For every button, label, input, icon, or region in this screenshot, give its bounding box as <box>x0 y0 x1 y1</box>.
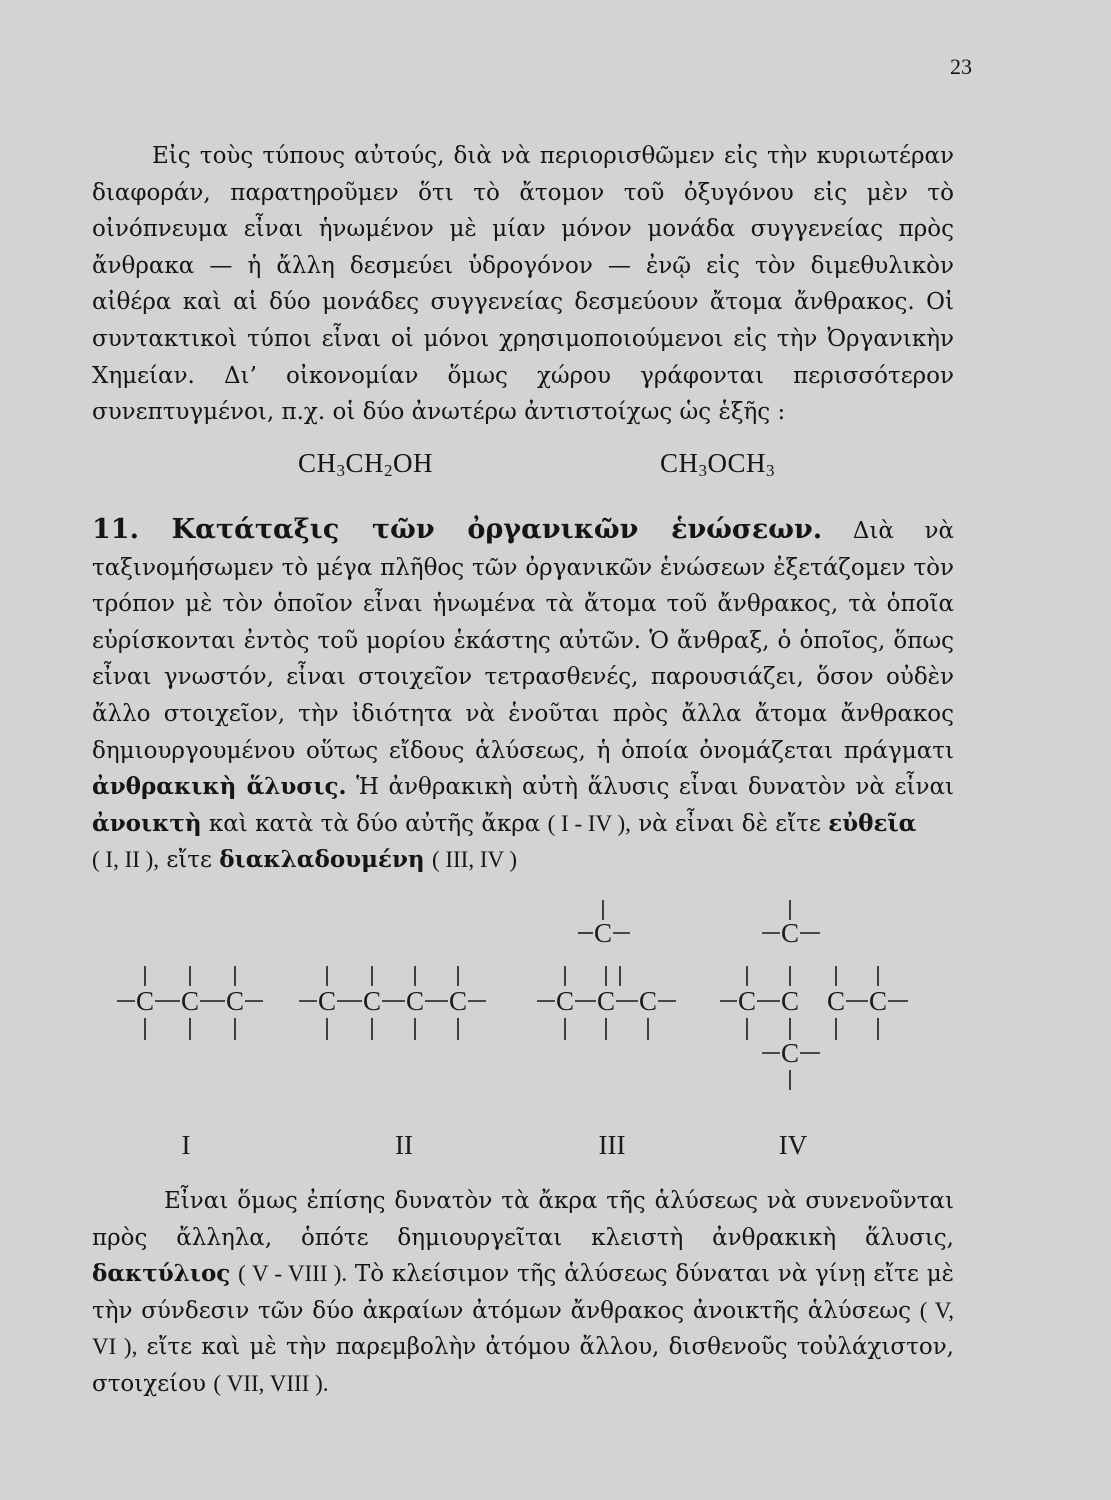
formula-part: OH <box>393 448 434 478</box>
roman-reference: ( I, II ), <box>92 847 160 873</box>
paragraph-text: Τὸ κλείσιμον τῆς ἁλύσεως δύναται νὰ γίνῃ εἴτε μὲ τὴν σύνδεσιν τῶν δύο ἀκραίων ἀτόμων ἄνθρακος ἀνοικτῆς ἁλύσεως <box>92 1261 955 1324</box>
structure-ii-straight-chain <box>299 966 486 1040</box>
carbon-atom: C <box>593 918 613 948</box>
carbon-atom: C <box>225 986 245 1016</box>
formula-ethanol <box>298 448 433 479</box>
carbon-atom: C <box>780 918 800 948</box>
carbon-atom: C <box>780 1038 800 1068</box>
formula-part: CH <box>298 448 337 478</box>
carbon-atom: C <box>180 986 200 1016</box>
formula-part: CH <box>345 448 385 478</box>
structure-iv-branched-chain <box>720 900 908 1090</box>
structure-label: III <box>598 1130 626 1160</box>
term-ring: δακτύλιος <box>92 1260 231 1288</box>
formula-subscript: 3 <box>698 461 708 480</box>
carbon-atom: C <box>317 986 337 1016</box>
structure-label: I <box>181 1130 191 1160</box>
section-text: Ἡ ἀνθρακικὴ αὐτὴ ἅλυσις εἶναι δυνατὸν νὰ εἶναι <box>346 774 954 801</box>
term-branched: διακλαδουμένη <box>219 846 425 874</box>
section-text: νὰ εἶναι δὲ εἴτε <box>630 810 829 837</box>
formula-dimethyl-ether <box>660 448 775 479</box>
structure-iii-branched-chain <box>537 900 676 1040</box>
section-text: εἴτε <box>159 847 220 874</box>
carbon-atom: C <box>555 986 575 1016</box>
paragraph-text: εἴτε καὶ μὲ τὴν παρεμβολὴν ἀτόμου ἄλλου, δισθενοῦς τοὐλάχιστον, στοιχείου <box>92 1334 954 1397</box>
paragraph-text: Εἶναι ὅμως ἐπίσης δυνατὸν τὰ ἄκρα τῆς ἁλύσεως νὰ συνενοῦνται πρὸς ἄλληλα, ὁπότε δημιουργεῖται κλειστὴ ἀνθρακικὴ ἅλυσις, <box>92 1188 954 1251</box>
formula-part: OCH <box>707 448 767 478</box>
structure-label: IV <box>778 1130 808 1160</box>
carbon-atom: C <box>596 986 616 1016</box>
carbon-atom: C <box>405 986 425 1016</box>
section-text: Διὰ νὰ ταξινομήσωμεν τὸ μέγα πλῆθος τῶν ὀργανικῶν ἑνώσεων ἐξετάζομεν τὸν τρόπον μὲ τὸν ὁποῖον εἶναι ἡνωμένα τὰ ἄτομα τοῦ ἄνθρακος, τὰ ὁποῖα εὑρίσκονται ἐντὸς τοῦ μορίου ἑκάστης αὐτῶν. Ὁ ἄνθραξ, ὁ ὁποῖος, ὅπως εἶναι γνωστόν, εἶναι στοιχεῖον τετρασθενές, παρουσιάζει, ὅσον οὐδὲν ἄλλο στοιχεῖον, τὴν ἰδιότητα νὰ ἑνοῦται πρὸς ἄλλα ἄτομα ἄνθρακος δημιουργουμένου οὕτως εἴδους ἁλύσεως, ἡ ὁποία ὀνομάζεται πράγματι <box>92 518 954 764</box>
formula-subscript: 3 <box>766 461 776 480</box>
structure-label: II <box>395 1130 413 1160</box>
carbon-atom: C <box>448 986 468 1016</box>
carbon-atom: C <box>737 986 757 1016</box>
roman-reference: ( VII, VIII ). <box>213 1370 329 1396</box>
carbon-chain-structures <box>0 880 1111 1170</box>
carbon-atom: C <box>868 986 888 1016</box>
carbon-atom: C <box>638 986 658 1016</box>
structure-i-straight-chain <box>117 966 263 1040</box>
roman-reference: ( V, VI ), <box>92 1297 954 1360</box>
carbon-atom: C <box>826 986 846 1016</box>
paragraph-closed-chains <box>92 1183 954 1403</box>
carbon-atom: C <box>362 986 382 1016</box>
formula-subscript: 3 <box>336 461 346 480</box>
formula-part: CH <box>660 448 699 478</box>
roman-reference: ( V - VIII ). <box>238 1261 348 1287</box>
page-number: 23 <box>950 54 972 79</box>
section-text: καὶ κατὰ τὰ δύο αὐτῆς ἄκρα <box>201 810 548 837</box>
formula-subscript: 2 <box>384 461 394 480</box>
section-11-classification <box>92 512 954 879</box>
carbon-atom: C <box>780 986 800 1016</box>
roman-reference: ( III, IV ) <box>431 847 518 873</box>
term-straight: εὐθεῖα <box>828 809 917 837</box>
roman-reference: ( I - IV ), <box>547 810 631 836</box>
term-open: ἀνοικτὴ <box>92 809 202 837</box>
section-heading: 11. Κατάταξις τῶν ὀργανικῶν ἑνώσεων. <box>92 514 823 545</box>
paragraph-formulae-discussion: Εἰς τοὺς τύπους αὐτούς, διὰ νὰ περιορισθῶμεν εἰς τὴν κυριωτέραν διαφοράν, παρατηροῦμεν ὅτι τὸ ἄτομον τοῦ ὀξυγόνου εἰς μὲν τὸ οἰνόπνευμα εἶναι ἡνωμένον μὲ μίαν μόνον μονάδα συγγενείας πρὸς ἄνθρακα — ἡ ἄλλη δεσμεύει ὑδρογόνον — ἐνῷ εἰς τὸν διμεθυλικὸν αἰθέρα καὶ αἱ δύο μονάδες συγγενείας δεσμεύουν ἄτομα ἄνθρακος. Οἱ συντακτικοὶ τύποι εἶναι οἱ μόνοι χρησιμοποιούμενοι εἰς τὴν Ὀργανικὴν Χημείαν. Δι’ οἰκονομίαν ὅμως χώρου γράφονται περισσότερον συνεπτυγμένοι, π.χ. οἱ δύο ἀνωτέρω ἀντιστοίχως ὡς ἑξῆς : <box>92 143 954 426</box>
carbon-atom: C <box>135 986 155 1016</box>
term-carbon-chain: ἀνθρακικὴ ἅλυσις. <box>92 773 347 801</box>
